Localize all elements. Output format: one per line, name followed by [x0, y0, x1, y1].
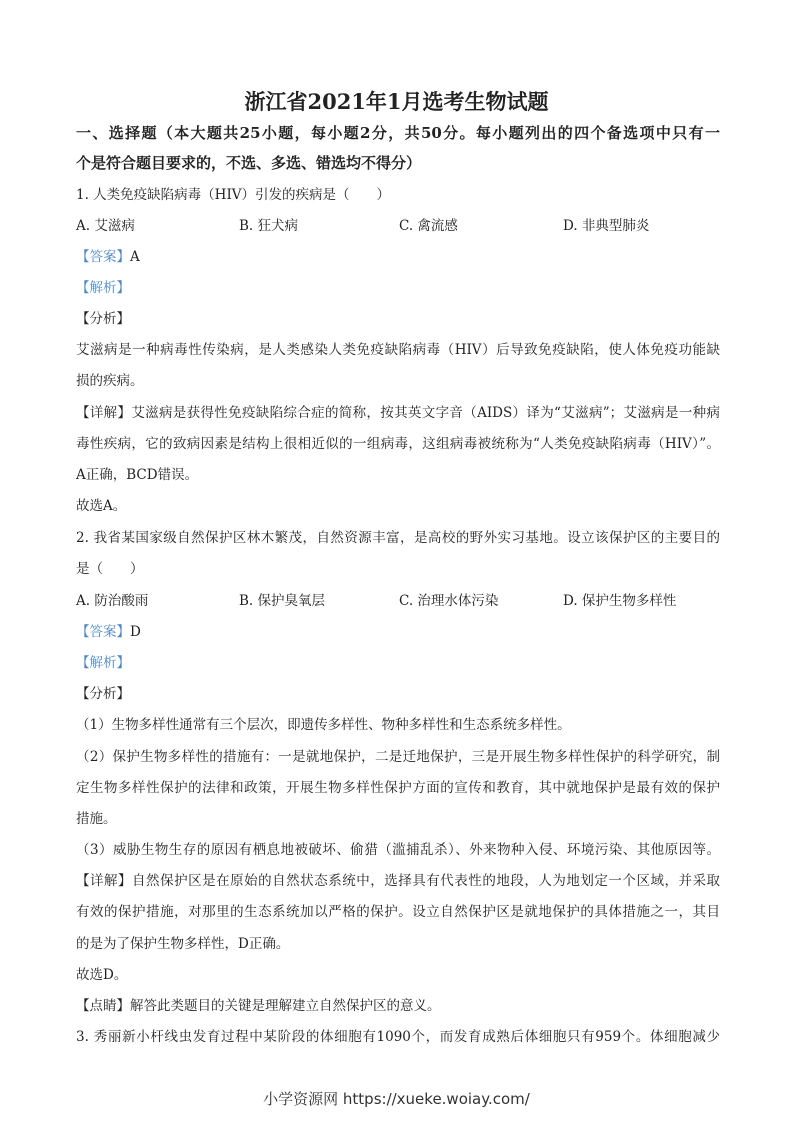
answer-value: A: [130, 249, 140, 265]
footer-watermark: 小学资源网 https://xueke.woiay.com/: [263, 1090, 530, 1108]
explanation-line: （1）生物多样性通常有三个层次，即遗传多样性、物种多样性和生态系统多样性。: [76, 717, 571, 733]
explanation-line: A正确，BCD错误。: [76, 467, 199, 483]
option-d: D. 非典型肺炎: [563, 218, 650, 234]
answer-line: [76, 247, 140, 267]
explanation-line: （2）保护生物多样性的措施有：一是就地保护，二是迁地保护，三是开展生物多样性保护的科学研究，制: [76, 749, 720, 765]
fenxi-label: 【分析】: [76, 311, 130, 327]
answer-label: 【答案】: [76, 249, 130, 265]
analysis-label: 【解析】: [76, 280, 130, 296]
answer-label: 【答案】: [76, 624, 130, 640]
section-heading: 一、选择题（本大题共25小题，每小题2分，共50分。每小题列出的四个备选项中只有一: [76, 124, 720, 142]
question-2-stem: 是（ ）: [76, 561, 144, 577]
explanation-line: 【点睛】解答此类题目的关键是理解建立自然保护区的意义。: [76, 998, 441, 1014]
explanation-line: 【详解】自然保护区是在原始的自然状态系统中，选择具有代表性的地段，人为地划定一个区域，并采取: [76, 873, 720, 889]
section-heading: 个是符合题目要求的，不选、多选、错选均不得分）: [76, 154, 422, 172]
explanation-line: 【详解】艾滋病是获得性免疫缺陷综合症的简称，按其英文字音（AIDS）译为“艾滋病”；艾滋病是一种病: [76, 405, 720, 421]
explanation-line: 艾滋病是一种病毒性传染病，是人类感染人类免疫缺陷病毒（HIV）后导致免疫缺陷，使人体免疫功能缺: [76, 342, 720, 358]
explanation-line: 定生物多样性保护的法律和政策，开展生物多样性保护方面的宣传和教育，其中就地保护是最有效的保护: [76, 780, 720, 796]
explanation-line: （3）威胁生物生存的原因有栖息地被破坏、偷猎（滥捕乱杀）、外来物种入侵、环境污染、其他原因等。: [76, 842, 720, 858]
option-a: A. 防治酸雨: [76, 593, 149, 609]
explanation-line: 的是为了保护生物多样性，D正确。: [76, 936, 290, 952]
answer-value: D: [130, 624, 141, 640]
option-c: C. 禽流感: [399, 218, 458, 234]
question-1-stem: 1. 人类免疫缺陷病毒（HIV）引发的疾病是（ ）: [76, 187, 391, 203]
explanation-line: 故选A。: [76, 498, 127, 514]
answer-line: [76, 622, 141, 642]
question-2-stem: 2. 我省某国家级自然保护区林木繁茂，自然资源丰富，是高校的野外实习基地。设立该保护区的主要目的: [76, 530, 720, 546]
explanation-line: 故选D。: [76, 967, 128, 983]
explanation-line: 毒性疾病，它的致病因素是结构上很相近似的一组病毒，这组病毒被统称为“人类免疫缺陷病毒（HIV）”。: [76, 436, 720, 452]
page-title: 浙江省2021年1月选考生物试题: [244, 89, 549, 114]
question-3-stem: 3. 秀丽新小杆线虫发育过程中某阶段的体细胞有1090个，而发育成熟后体细胞只有959个。体细胞减少: [76, 1029, 720, 1045]
analysis-label: 【解析】: [76, 655, 130, 671]
option-c: C. 治理水体污染: [399, 593, 499, 609]
explanation-line: 损的疾病。: [76, 373, 144, 389]
option-b: B. 狂犬病: [239, 218, 299, 234]
option-d: D. 保护生物多样性: [563, 593, 677, 609]
option-a: A. 艾滋病: [76, 218, 135, 234]
fenxi-label: 【分析】: [76, 686, 130, 702]
explanation-line: 有效的保护措施，对那里的生态系统加以严格的保护。设立自然保护区是就地保护的具体措施之一，其目: [76, 904, 720, 920]
explanation-line: 措施。: [76, 811, 117, 827]
option-b: B. 保护臭氧层: [239, 593, 326, 609]
